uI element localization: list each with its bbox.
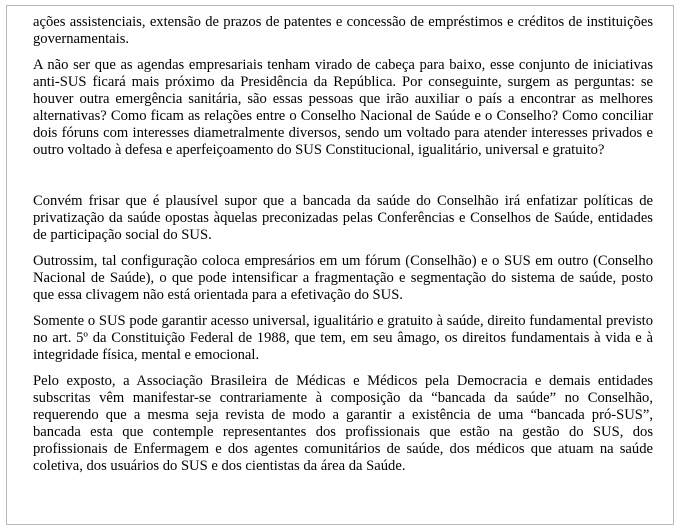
paragraph-2: A não ser que as agendas empresariais tenham virado de cabeça para baixo, esse conjunto de iniciativas anti-SUS ficará mais próximo da Presidência da República. Por conseguinte, surgem as perguntas: se houver outra emergência sanitária, são essas pessoas que irão auxiliar o país a encontrar as melhores alternativas? Como ficam as relações entre o Conselho Nacional de Saúde e o Conselho? Como conciliar dois fóruns com interesses diametralmente diversos, sendo um voltado para atender interesses privados e outro voltado à defesa e aperfeiçoamento do SUS Constitucional, igualitário, universal e gratuito?: [33, 57, 653, 158]
paragraph-6: Pelo exposto, a Associação Brasileira de Médicas e Médicos pela Democracia e demais entidades subscritas vêm manifestar-se contrariamente à composição da “bancada da saúde” no Conselhão, requerendo que a mesma seja revista de modo a garantir a existência de uma “bancada pró-SUS”, bancada esta que contemple representantes dos profissionais que estão na gestão do SUS, dos profissionais de Enfermagem e dos agentes comunitários de saúde, dos médicos que atuam na saúde coletiva, dos usuários do SUS e dos cientistas da área da Saúde.: [33, 373, 653, 474]
document-page: [6, 5, 674, 525]
document-body: [33, 14, 653, 484]
paragraph-gap: [33, 168, 653, 193]
paragraph-1: ações assistenciais, extensão de prazos de patentes e concessão de empréstimos e créditos de instituições governamentais.: [33, 14, 653, 47]
paragraph-3: Convém frisar que é plausível supor que a bancada da saúde do Conselhão irá enfatizar políticas de privatização da saúde opostas àquelas preconizadas pelas Conferências e Conselhos de Saúde, entidades de participação social do SUS.: [33, 193, 653, 243]
paragraph-4: Outrossim, tal configuração coloca empresários em um fórum (Conselhão) e o SUS em outro (Conselho Nacional de Saúde), o que pode intensificar a fragmentação e segmentação do sistema de saúde, posto que essa clivagem não está orientada para a efetivação do SUS.: [33, 253, 653, 303]
paragraph-5: Somente o SUS pode garantir acesso universal, igualitário e gratuito à saúde, direito fundamental previsto no art. 5º da Constituição Federal de 1988, que tem, em seu âmago, os direitos fundamentais à vida e à integridade física, mental e emocional.: [33, 313, 653, 363]
